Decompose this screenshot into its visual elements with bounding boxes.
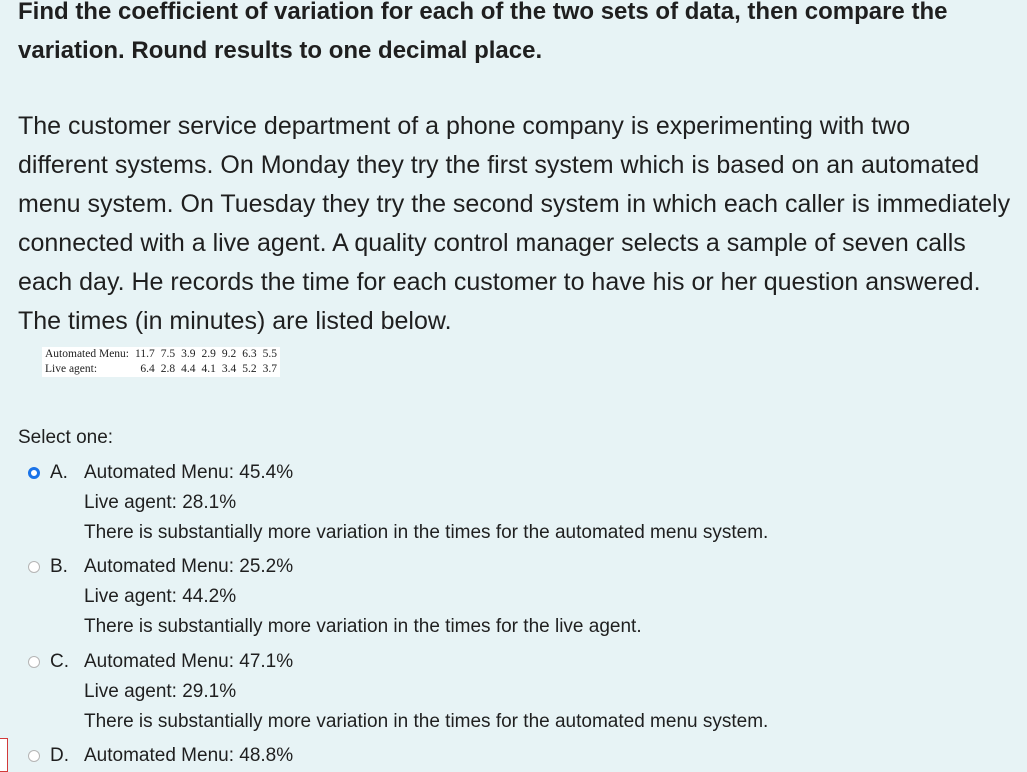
row-label: Live agent: xyxy=(45,363,98,375)
radio-button-d[interactable] xyxy=(28,750,40,762)
radio-button-a[interactable] xyxy=(28,467,40,479)
option-line: Automated Menu: 47.1% xyxy=(84,651,294,672)
table-cell: 5.5 xyxy=(262,348,277,360)
table-row-live-agent xyxy=(42,362,280,377)
question-line: The customer service department of a phone company is experimenting with two xyxy=(18,112,911,140)
option-text xyxy=(84,458,768,548)
option-letter: C. xyxy=(50,651,69,672)
table-cell: 2.8 xyxy=(160,363,176,375)
question-text xyxy=(18,107,1027,341)
table-cell: 6.3 xyxy=(242,348,257,360)
table-cell: 3.7 xyxy=(262,363,277,375)
option-line: Automated Menu: 45.4% xyxy=(84,462,294,483)
option-line: Automated Menu: 25.2% xyxy=(84,556,294,577)
radio-button-c[interactable] xyxy=(28,656,40,668)
table-cell: 6.4 xyxy=(140,363,155,375)
heading-line: variation. Round results to one decimal place. xyxy=(18,37,543,64)
flag-marker xyxy=(0,738,8,772)
option-text xyxy=(84,552,642,642)
question-line: different systems. On Monday they try the first system which is based on an automated xyxy=(18,151,980,179)
heading-line: Find the coefficient of variation for each of the two sets of data, then compare the xyxy=(18,0,948,25)
option-letter: A. xyxy=(50,462,68,483)
option-line: There is substantially more variation in the times for the automated menu system. xyxy=(84,711,769,732)
question-line: each day. He records the time for each customer to have his or her question answered. xyxy=(18,268,981,296)
option-line: There is substantially more variation in the times for the automated menu system. xyxy=(84,522,769,543)
select-one-prompt: Select one: xyxy=(18,427,114,448)
table-cell: 3.9 xyxy=(181,348,196,360)
question-line: The times (in minutes) are listed below. xyxy=(18,307,452,335)
option-line: Live agent: 44.2% xyxy=(84,586,237,607)
table-row-automated-menu xyxy=(42,347,280,362)
table-cell: 7.5 xyxy=(160,348,176,360)
table-cell: 9.2 xyxy=(221,348,237,360)
table-cell: 11.7 xyxy=(135,348,155,360)
option-line: There is substantially more variation in the times for the live agent. xyxy=(84,616,642,637)
option-line: Live agent: 28.1% xyxy=(84,492,237,513)
question-line: connected with a live agent. A quality control manager selects a sample of seven calls xyxy=(18,229,966,257)
table-cell: 4.4 xyxy=(181,363,196,375)
table-cell: 2.9 xyxy=(201,348,216,360)
option-text xyxy=(84,647,768,737)
data-table-image xyxy=(42,347,280,377)
option-text xyxy=(84,741,293,771)
table-cell: 4.1 xyxy=(201,363,216,375)
table-cell: 5.2 xyxy=(242,363,257,375)
table-cell: 3.4 xyxy=(221,363,237,375)
question-line: menu system. On Tuesday they try the second system in which each caller is immediately xyxy=(18,190,1011,218)
row-label: Automated Menu: xyxy=(45,348,129,360)
option-letter: D. xyxy=(50,745,69,766)
radio-button-b[interactable] xyxy=(28,561,40,573)
option-line: Live agent: 29.1% xyxy=(84,681,237,702)
option-letter: B. xyxy=(50,556,68,577)
option-line: Automated Menu: 48.8% xyxy=(84,745,294,766)
question-heading xyxy=(18,0,1027,70)
